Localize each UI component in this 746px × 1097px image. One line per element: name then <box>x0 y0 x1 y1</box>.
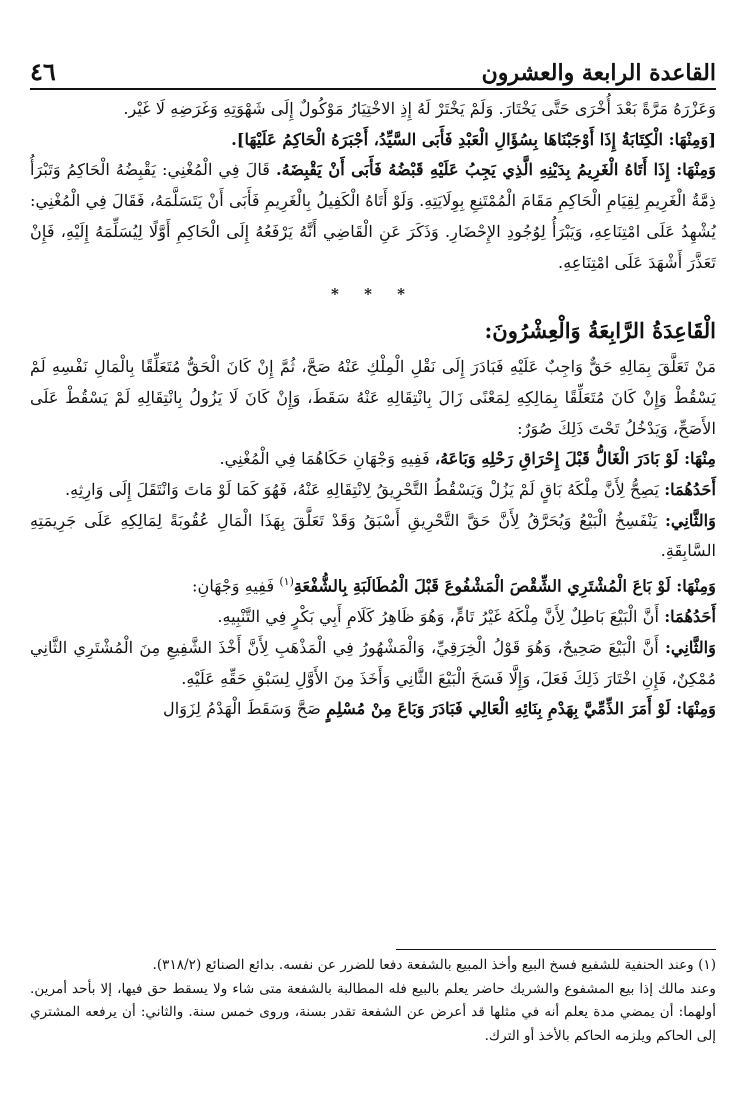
paragraph <box>30 155 716 278</box>
lead-phrase: وَمِنْهَا: لَوْ بَاعَ الْمُشْتَرِي الشِّقْصَ الْمَشْفُوعَ قَبْلَ الْمُطَالَبَةِ بِالشُّفْعَةِ <box>293 576 716 596</box>
paragraph-text: أَنَّ الْبَيْعَ بَاطِلٌ لِأَنَّ مِلْكَهُ غَيْرُ تَامٍّ، وَهُوَ ظَاهِرُ كَلَامِ أَبِي بَكْرٍ فِي التَّنْبِيهِ. <box>217 607 665 627</box>
header-rule <box>30 88 716 90</box>
page-header <box>30 52 716 86</box>
lead-phrase: وَمِنْهَا: لَوْ أَمَرَ الذِّمِّيَّ بِهَدْمِ بِنَائِهِ الْعَالِي فَبَادَرَ وَبَاعَ مِنْ مُسْلِمٍ <box>326 699 716 719</box>
paragraph-text: يَنْفَسِخُ الْبَيْعُ وَيُحَرَّقُ لِأَنَّ حَقَّ التَّحْرِيقِ أَسْبَقُ وَقَدْ تَعَلَّقَ بِهَذَا الْمَالِ عُقُوبَةً لِمَالِكِهِ عَلَى جَرِيمَتِهِ السَّابِقَةِ. <box>30 510 716 561</box>
paragraph: مَنْ تَعَلَّقَ بِمَالِهِ حَقٌّ وَاجِبٌ عَلَيْهِ فَبَادَرَ إِلَى نَقْلِ الْمِلْكِ عَنْهُ صَحَّ، ثُمَّ إِنْ كَانَ الْحَقُّ مُتَعَلِّقًا بِالْمَالِ نَفْسِهِ لَمْ يَسْقُطْ وَإِنْ كَانَ مُتَعَلِّقًا بِمَالِكِهِ لِمَعْنًى زَالَ بِانْتِقَالِهِ عَنْهُ سَقَطَ، وَإِنْ كَانَ لَا يَزُولُ بِانْتِقَالِهِ لَمْ يَسْقُطْ عَلَى الأَصَحِّ، وَيَدْخُلُ تَحْتَ ذَلِكَ صُوَرٌ: <box>30 357 716 438</box>
paragraph <box>30 475 716 506</box>
paragraph-text: صَحَّ وَسَقَطَ الْهَدْمُ لِزَوَال <box>163 699 327 719</box>
paragraph: وَعَزْرَهُ مَرَّةً بَعْدَ أُخْرَى حَتَّى يَخْتَارَ. وَلَمْ يَخْتَرْ لَهُ إِذِ الاخْتِيَارُ مَوْكُولٌ إِلَى شَهْوَتِهِ وَغَرَضِهِ لَا غَيْر. <box>123 99 716 118</box>
paragraph <box>30 633 716 694</box>
lead-phrase: وَمِنْهَا: إِذَا أَتَاهُ الْغَرِيمُ بِدَيْنِهِ الَّذِي يَجِبُ عَلَيْهِ قَبْضُهُ فَأَبَى أَنْ يَقْبِضَهُ. <box>275 160 716 180</box>
paragraph <box>30 506 716 567</box>
paragraph <box>30 694 716 725</box>
paragraph <box>30 567 716 602</box>
paragraph-text: يَصِحُّ لِأَنَّ مِلْكَهُ بَاقٍ لَمْ يَزُلْ وَيَسْقُطُ التَّحْرِيقُ لِانْتِقَالِهِ عَنْهُ، فَهُوَ كَمَا لَوْ مَاتَ وَانْتَقَلَ إِلَى وَارِثِهِ. <box>65 480 665 500</box>
footnote: (١) وعند الحنفية للشفيع فسخ البيع وأخذ المبيع بالشفعة دفعا للضرر عن نفسه. بدائع الصنائع (٣١٨/٢). <box>152 957 716 973</box>
lead-phrase: مِنْهَا: لَوْ بَادَرَ الْغَالُّ قَبْلَ إِحْرَاقِ رَحْلِهِ وَبَاعَهُ، <box>434 449 716 469</box>
paragraph-text: قَالَ فِي الْمُغْنِي: يَقْبِضُهُ الْحَاكِمُ وَتَبْرَأُ ذِمَّةُ الْغَرِيمِ لِقِيَامِ الْحَاكِمِ مَقَامَ الْمُمْتَنِعِ بِوِلَايَتِهِ. وَلَوْ أَتَاهُ الْكَفِيلُ بِالْغَرِيمِ فَأَبَى أَنْ يَتَسَلَّمَهُ، فَقَالَ فِي الْمُغْنِي: يُشْهِدُ عَلَى امْتِنَاعِهِ، وَيَبْرَأُ لِوُجُودِ الإِحْضَارِ. وَذَكَرَ عَنِ الْقَاضِي أَنَّهُ يَرْفَعُهُ إِلَى الْحَاكِمِ أَوَّلًا لِيُسَلِّمَهُ إِلَيْهِ، فَإِنْ تَعَذَّرَ أَشْهَدَ عَلَى امْتِنَاعِهِ. <box>30 160 716 272</box>
footnote: وعند مالك إذا بيع المشفوع والشريك حاضر يعلم بالبيع فله المطالبة بالشفعة متى شاء ولا يسقط حق فيها، إلا بأحد أمرين. أولهما: أن يمضي مدة يعلم أنه في مثلها قد أعرض عن الشفعة تقدر بسنة، وروى خمس سنة. والثاني: أن يرفعه المشتري إلى الحاكم ويلزمه الحاكم بالأخذ أو الترك. <box>30 980 716 1044</box>
section-separator: * * * <box>331 285 415 304</box>
paragraph-text: فَفِيهِ وَجْهَانِ حَكَاهُمَا فِي الْمُغْنِي. <box>219 449 435 469</box>
lead-phrase: أَحَدُهُمَا: <box>664 607 716 627</box>
paragraph-text: فَفِيهِ وَجْهَانِ: <box>192 576 280 596</box>
paragraph: [وَمِنْهَا: الْكِتَابَةُ إِذَا أَوْجَبْنَاهَا بِسُؤَالِ الْعَبْدِ فَأَبَى السَّيِّدُ، أَجْبَرَهُ الْحَاكِمُ عَلَيْهَا]. <box>231 129 716 149</box>
section-heading: الْقَاعِدَةُ الرَّابِعَةُ وَالْعِشْرُونَ: <box>484 318 716 344</box>
footnote-rule <box>396 949 716 950</box>
paragraph <box>30 444 716 475</box>
lead-phrase: وَالثَّانِي: <box>664 637 716 657</box>
main-text <box>30 94 716 725</box>
lead-phrase: أَحَدُهُمَا: <box>664 480 716 500</box>
paragraph-text: أَنَّ الْبَيْعَ صَحِيحٌ، وَهُوَ قَوْلُ الْخِرَقِيِّ، وَالْمَشْهُورُ فِي الْمَذْهَبِ لِأَنَّ أَخْذَ الشَّفِيعِ مِنَ الْمُشْتَرِي الثَّانِي مُمْكِنٌ، فَإِنِ اخْتَارَ ذَلِكَ فَعَلَ، وَإِلَّا فَسَخَ الْبَيْعَ الثَّانِي وَأَخَذَ مِنَ الأَوَّلِ لِسَبْقِ حَقِّهِ عَلَيْهِ. <box>30 637 716 688</box>
paragraph <box>30 602 716 633</box>
running-title: القاعدة الرابعة والعشرون <box>481 60 716 86</box>
page-number: ٤٦ <box>30 57 56 86</box>
footnote-ref: (١) <box>279 575 294 589</box>
footnotes <box>30 954 716 1048</box>
lead-phrase: وَالثَّانِي: <box>664 510 716 530</box>
